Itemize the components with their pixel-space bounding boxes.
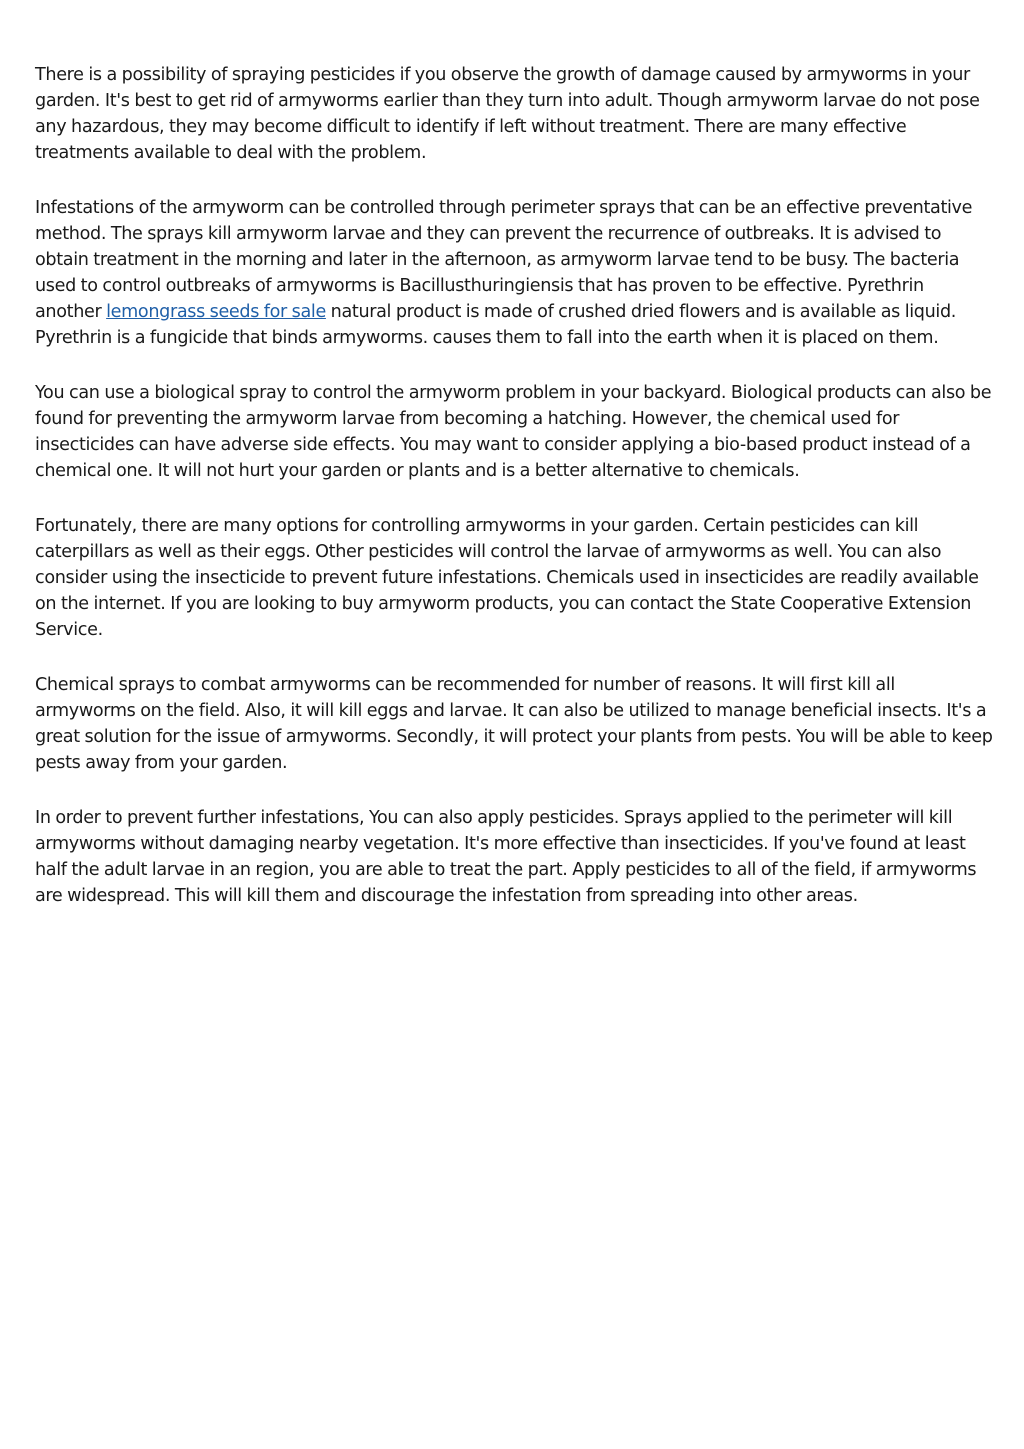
paragraph-2-text-before-link: Infestations of the armyworm can be controlled through perimeter sprays that can be an effective preventative method. The sprays kill armyworm larvae and they can prevent the recurrence of outbreaks. It is advised to obtain treatment in the morning and later in the afternoon, as armyworm larvae tend to be busy. The bacteria used to control outbreaks of armyworms is Bacillusthuringiensis that has proven to be effective. Pyrethrin another: [35, 198, 973, 322]
document-body: [35, 62, 993, 938]
paragraph-1: There is a possibility of spraying pesticides if you observe the growth of damage caused by armyworms in your garden. It's best to get rid of armyworms earlier than they turn into adult. Though armyworm larvae do not pose any hazardous, they may become difficult to identify if left without treatment. There are many effective treatments available to deal with the problem.: [35, 65, 980, 163]
lemongrass-seeds-link[interactable]: lemongrass seeds for sale: [106, 302, 326, 322]
paragraph-4: Fortunately, there are many options for controlling armyworms in your garden. Certain pesticides can kill caterpillars as well as their eggs. Other pesticides will control the larvae of armyworms as well. You can also consider using the insecticide to prevent future infestations. Chemicals used in insecticides are readily available on the internet. If you are looking to buy armyworm products, you can contact the State Cooperative Extension Service.: [35, 516, 979, 640]
paragraph-2-text-after-link: natural product is made of crushed dried flowers and is available as liquid. Pyrethrin is a fungicide that binds armyworms. causes them to fall into the earth when it is placed on them.: [35, 302, 957, 348]
paragraph-6: In order to prevent further infestations, You can also apply pesticides. Sprays applied to the perimeter will kill armyworms without damaging nearby vegetation. It's more effective than insecticides. If you've found at least half the adult larvae in an region, you are able to treat the part. Apply pesticides to all of the field, if armyworms are widespread. This will kill them and discourage the infestation from spreading into other areas.: [35, 808, 977, 906]
paragraph-2: [35, 195, 993, 351]
paragraph-5: Chemical sprays to combat armyworms can be recommended for number of reasons. It will first kill all armyworms on the field. Also, it will kill eggs and larvae. It can also be utilized to manage beneficial insects. It's a great solution for the issue of armyworms. Secondly, it will protect your plants from pests. You will be able to keep pests away from your garden.: [35, 675, 993, 773]
paragraph-3: You can use a biological spray to control the armyworm problem in your backyard. Biological products can also be found for preventing the armyworm larvae from becoming a hatching. However, the chemical used for insecticides can have adverse side effects. You may want to consider applying a bio-based product instead of a chemical one. It will not hurt your garden or plants and is a better alternative to chemicals.: [35, 383, 992, 481]
